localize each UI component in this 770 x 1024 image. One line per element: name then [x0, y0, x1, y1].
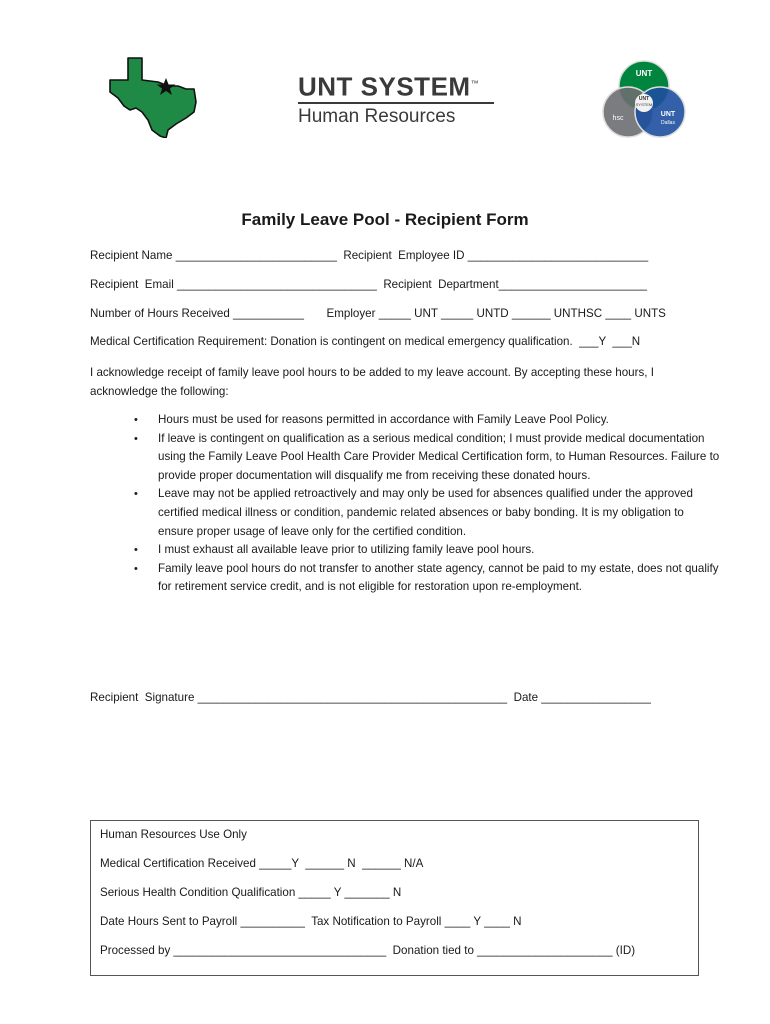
- acknowledgement-list: [90, 411, 720, 597]
- hr-payroll-line[interactable]: Date Hours Sent to Payroll __________ Tax Notification to Payroll ____ Y ____ N: [100, 915, 522, 928]
- hr-box-heading: Human Resources Use Only: [100, 828, 247, 841]
- hr-serious-condition-line[interactable]: Serious Health Condition Qualification _____ Y _______ N: [100, 886, 402, 899]
- texas-map-icon: [108, 56, 200, 138]
- venn-right-label1: UNT: [660, 111, 676, 118]
- bullet-icon: •: [134, 432, 138, 445]
- hr-processed-by-line[interactable]: Processed by _________________________________ Donation tied to _____________________ (ID): [100, 944, 636, 957]
- hr-use-only-box: [90, 820, 699, 976]
- form-title: Family Leave Pool - Recipient Form: [241, 210, 529, 229]
- list-item: • I must exhaust all available leave prior to utilizing family leave pool hours.: [90, 541, 720, 560]
- medical-certification-line[interactable]: Medical Certification Requirement: Donation is contingent on medical emergency qualification. ___Y ___N: [90, 335, 641, 348]
- bullet-icon: •: [134, 414, 138, 426]
- bullet-icon: •: [134, 488, 138, 501]
- list-item: • If leave is contingent on qualification as a serious medical condition; I must provide medical documentation using the Family Leave Pool Health Care Provider Medical Certification form, to Human Resources. Failure to provide proper documentation will disqualify me from receiving these donated hours.: [134, 431, 720, 482]
- list-item: • Leave may not be applied retroactively and may only be used for absences qualified under the approved certified medical illness or condition, pandemic related absences or baby bonding. It is my obligation to ensure proper usage of leave only for the certified condition.: [134, 487, 693, 538]
- venn-center-label1: UNT: [638, 96, 650, 102]
- hr-medical-certification-line[interactable]: Medical Certification Received _____Y ______ N ______ N/A: [100, 857, 424, 870]
- venn-top-label: UNT: [635, 69, 653, 78]
- recipient-email-line[interactable]: Recipient Email _______________________________ Recipient Department_______________________: [90, 278, 647, 291]
- signature-line[interactable]: Recipient Signature ________________________________________________ Date _________________: [90, 691, 651, 704]
- logo-line2: Human Resources: [298, 105, 456, 127]
- bullet-icon: •: [134, 562, 138, 575]
- logo-line1: UNT SYSTEM™: [298, 71, 480, 102]
- venn-right-label2: Dallas: [661, 120, 675, 126]
- list-item: • Family leave pool hours do not transfer to another state agency, cannot be paid to my estate, does not qualify for retirement service credit, and is not eligible for restoration upon re-employment.: [134, 561, 719, 594]
- unt-venn-logo: [598, 56, 690, 140]
- acknowledgement-text: I acknowledge receipt of family leave pool hours to be added to my leave account. By accepting these hours, I acknowledge the following:: [90, 366, 654, 398]
- recipient-name-line[interactable]: Recipient Name _________________________ Recipient Employee ID ____________________________: [90, 249, 649, 262]
- venn-left-label: hsc: [612, 115, 624, 122]
- list-item: • Hours must be used for reasons permitted in accordance with Family Leave Pool Policy.: [90, 411, 720, 430]
- hours-employer-line[interactable]: Number of Hours Received ___________ Employer _____ UNT _____ UNTD ______ UNTHSC ____ UNTS: [90, 307, 666, 320]
- logo-rule: [298, 102, 494, 104]
- bullet-icon: •: [134, 544, 138, 557]
- venn-center-label2: SYSTEM: [635, 102, 653, 107]
- unt-system-logo: [298, 70, 504, 128]
